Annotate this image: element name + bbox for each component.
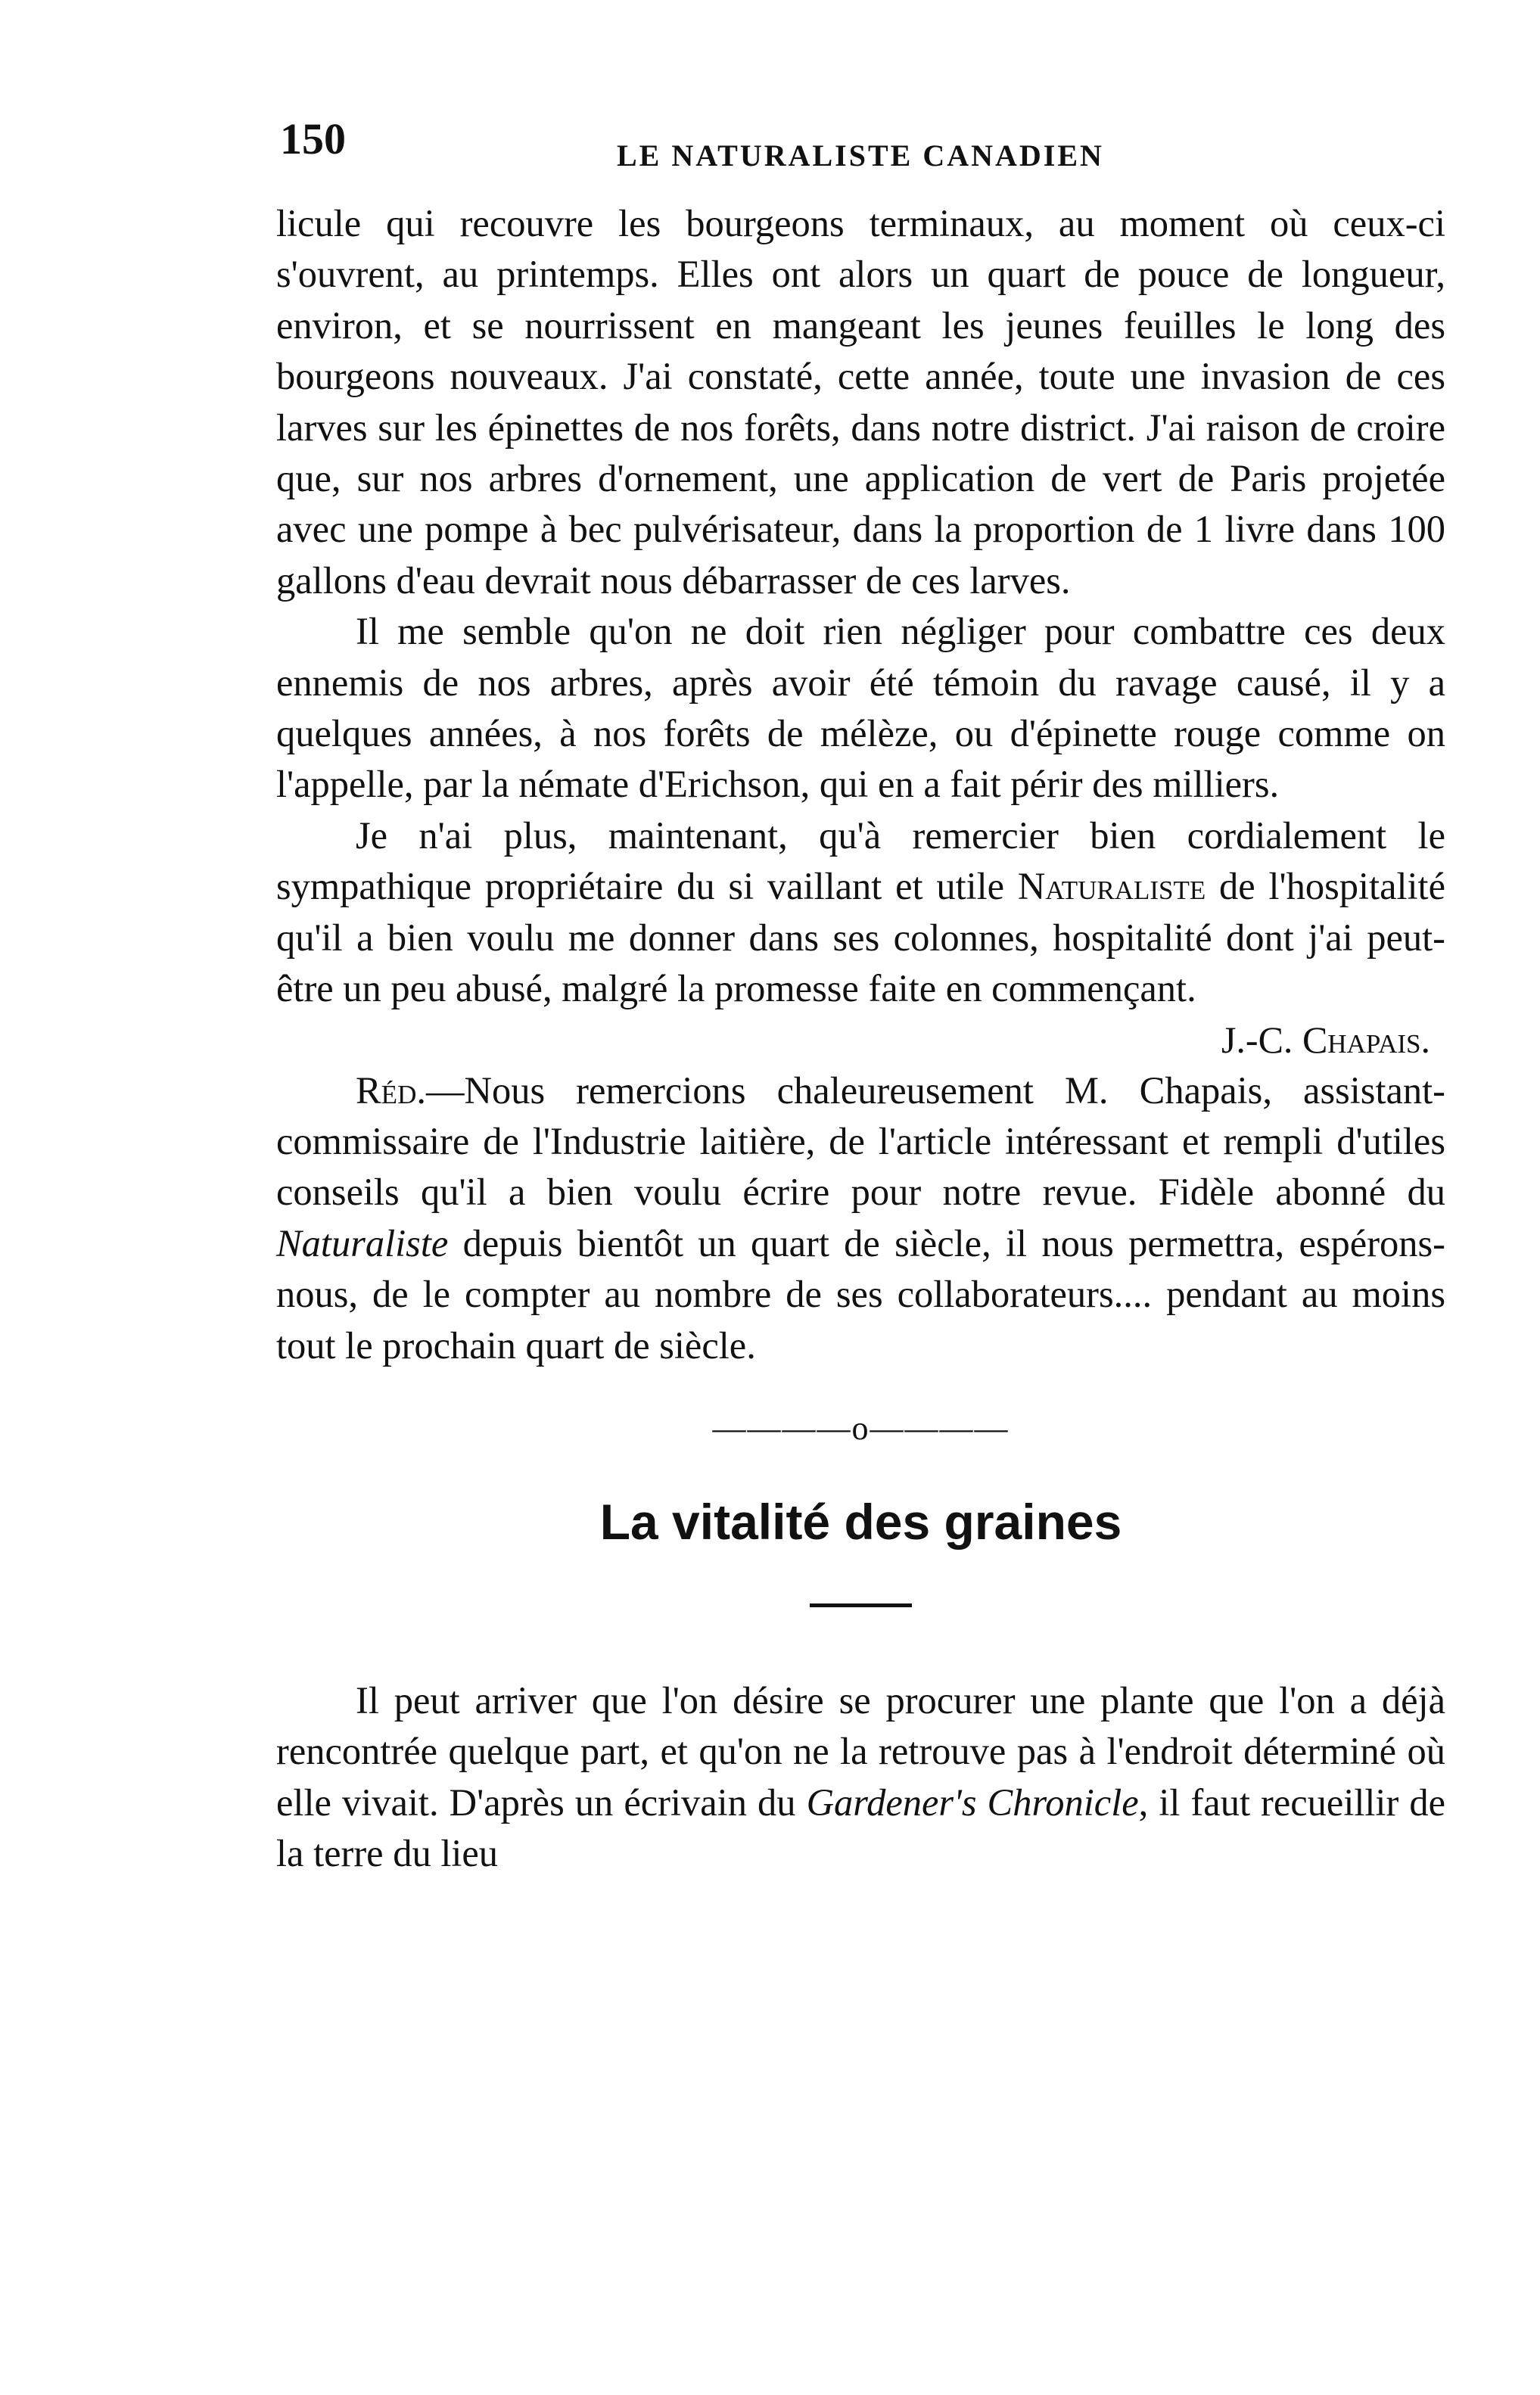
title-rule	[810, 1603, 912, 1607]
paragraph-enemies: Il me semble qu'on ne doit rien négliger pour combattre ces deux ennemis de nos arbres, après avoir été témoin du ravage causé, il y a quelques années, à nos forêts de mélèze, ou d'épinette rouge comme on l'appelle, par la némate d'Erichson, qui en a fait périr des milliers.	[276, 610, 1445, 806]
author-signature	[276, 1015, 1445, 1065]
page-body	[276, 198, 1445, 1880]
article-italic-source: Gardener's Chronicle	[806, 1781, 1139, 1824]
editor-note-italic: Naturaliste	[276, 1221, 449, 1264]
thanks-text-start: Je n'ai plus, maintenant, qu'à remercier bien cordialement le sympathique propriétaire du si vaillant et utile	[276, 813, 1445, 908]
paragraph-larvae: licule qui recouvre les bourgeons terminaux, au moment où ceux-ci s'ouvrent, au printemps. Elles ont alors un quart de pouce de longueur, environ, et se nourrissent en mangeant les jeunes feuilles le long des bourgeons nouveaux. J'ai constaté, cette année, toute une invasion de ces larves sur les épinettes de nos forêts, dans notre district. J'ai raison de croire que, sur nos arbres d'ornement, une application de vert de Paris projetée avec une pompe à bec pulvérisateur, dans la proportion de 1 livre dans 100 gallons d'eau devrait nous débarrasser de ces larves.	[276, 202, 1445, 602]
signature-initials: J.-C.	[1221, 1018, 1302, 1061]
article-text-start: Il peut arriver que l'on désire se procurer une plante que l'on a déjà rencontrée quelque part, et qu'on ne la retrouve pas à l'endroit déterminé où elle vivait. D'après un écrivain du	[276, 1678, 1445, 1824]
thanks-text-end: de l'hospitalité qu'il a bien voulu me donner dans ses colonnes, hospitalité dont j'ai peut-être un peu abusé, malgré la promesse faite en commençant.	[276, 865, 1445, 1010]
article-title: La vitalité des graines	[599, 1493, 1122, 1550]
editor-note-label: Réd.	[356, 1068, 426, 1112]
page-number: 150	[280, 114, 346, 163]
naturaliste-smallcaps: Naturaliste	[1017, 865, 1206, 908]
section-separator: ————o————	[712, 1409, 1010, 1447]
signature-surname: Chapais.	[1302, 1018, 1430, 1061]
page-header	[280, 114, 1438, 182]
article-paragraph	[276, 1675, 1445, 1880]
article-text-end: , il faut recueillir de la terre du lieu	[276, 1781, 1445, 1875]
paragraph-thanks	[276, 810, 1445, 1015]
editor-note-text-start: —Nous remercions chaleureusement M. Chapais, assistant-commissaire de l'Industrie laitière, de l'article intéressant et rempli d'utiles conseils qu'il a bien voulu écrire pour notre revue. Fidèle abonné du	[276, 1068, 1445, 1214]
editor-note	[276, 1065, 1445, 1371]
running-title: LE NATURALISTE CANADIEN	[617, 138, 1104, 173]
editor-note-text-end: depuis bientôt un quart de siècle, il nous permettra, espérons-nous, de le compter au nombre de ses collaborateurs.... pendant au moins tout le prochain quart de siècle.	[276, 1221, 1445, 1367]
